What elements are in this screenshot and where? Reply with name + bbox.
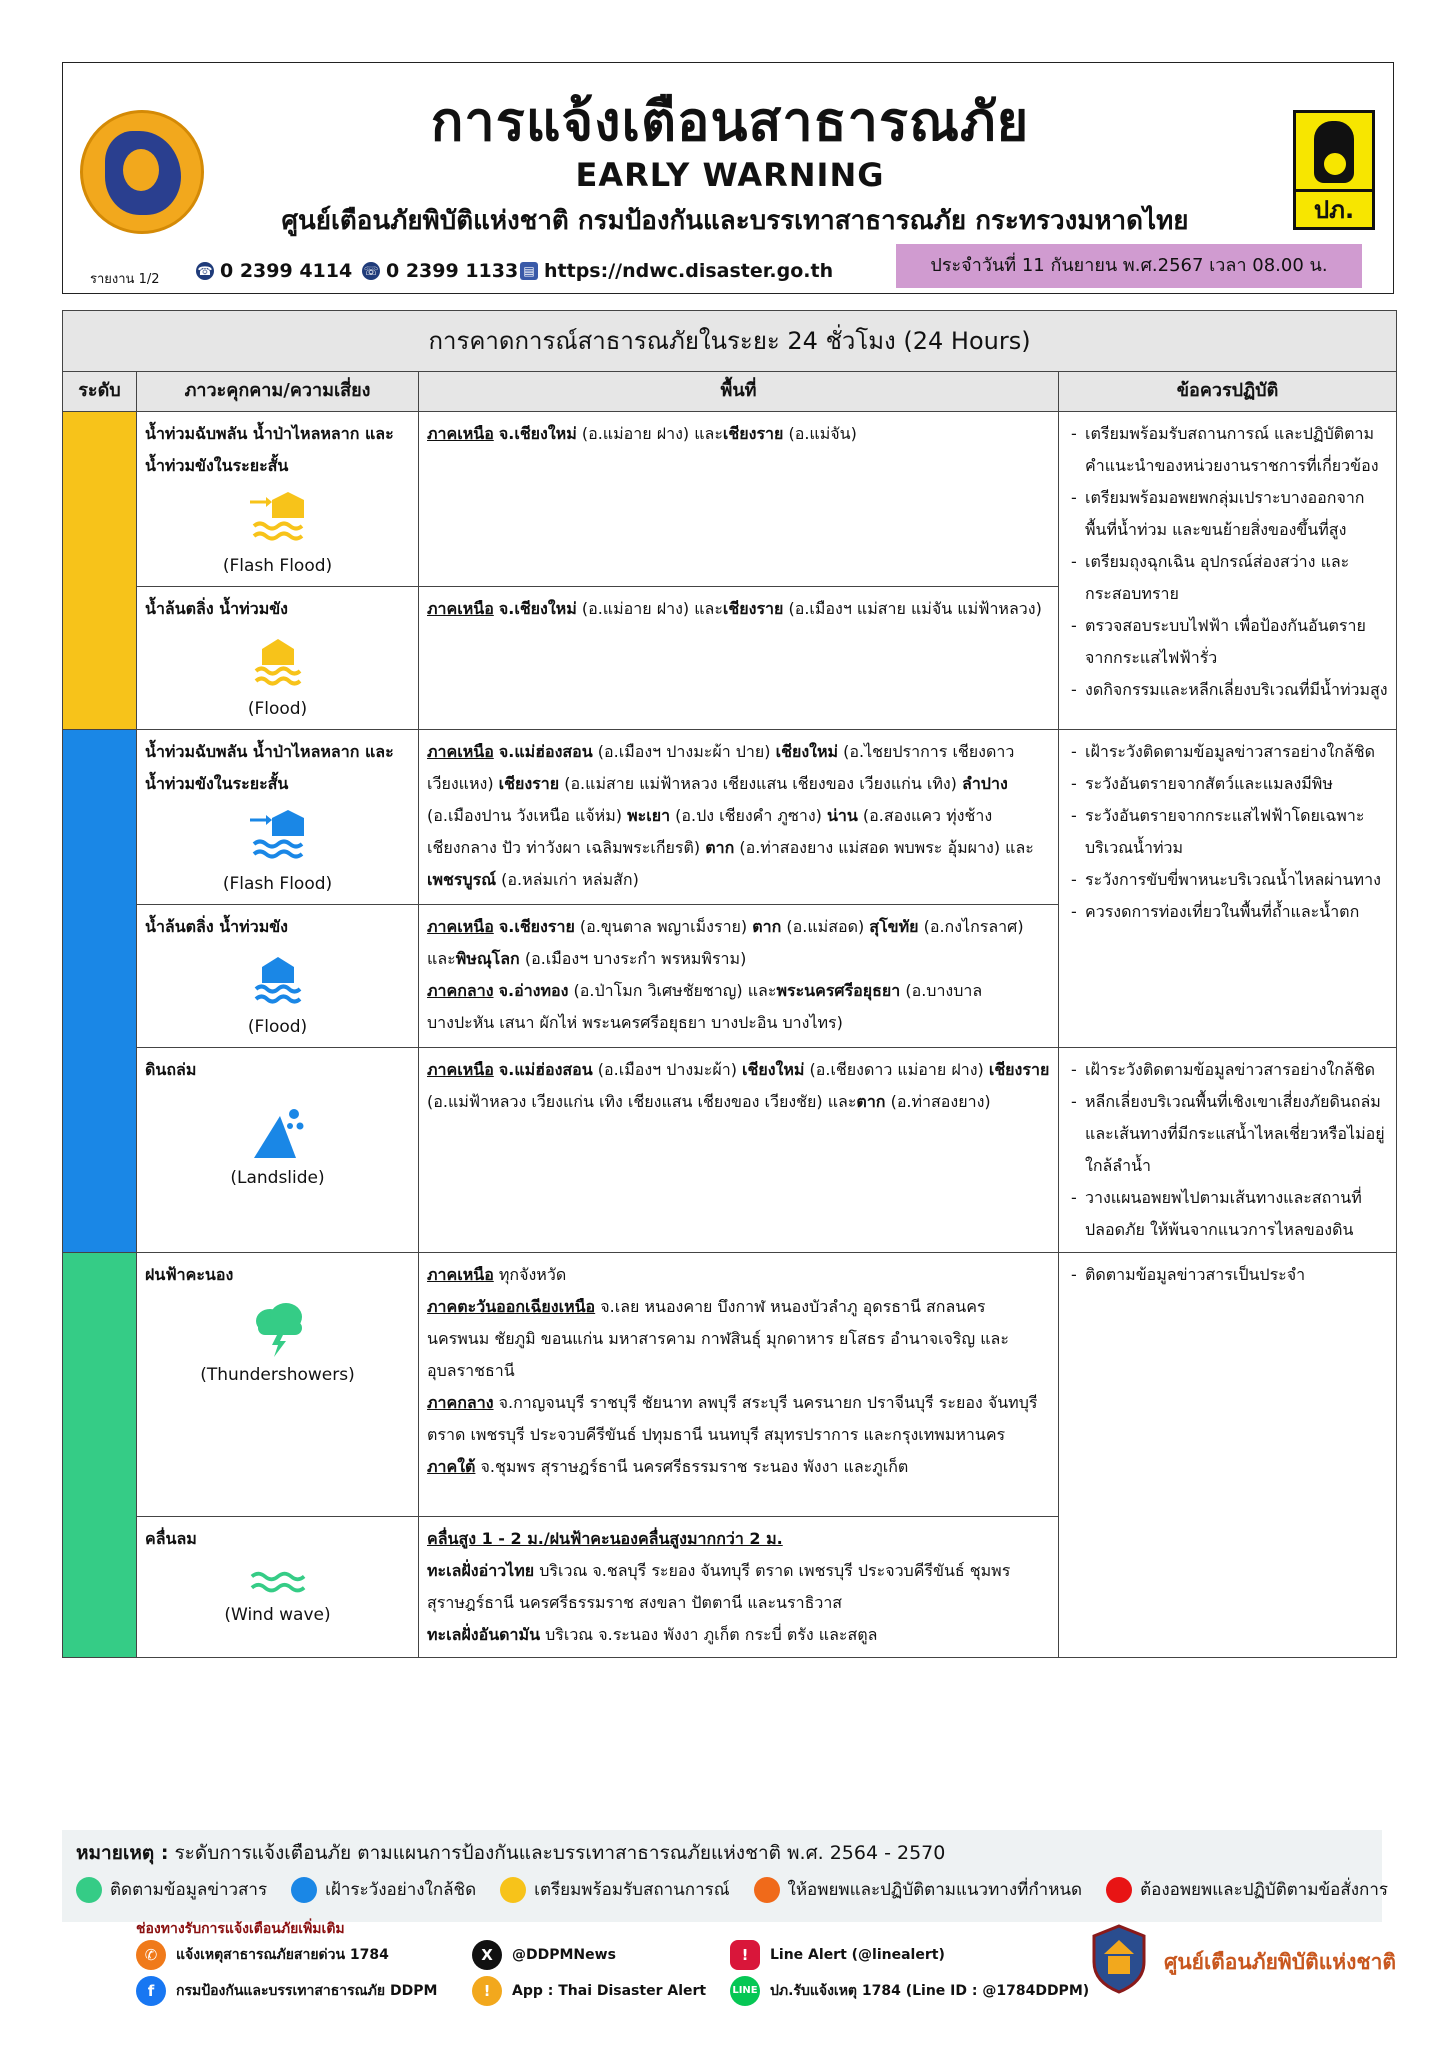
thunderstorm-icon [248,1301,308,1357]
ddpm-emblem-logo [80,110,204,234]
x-item[interactable] [472,1940,616,1970]
legend-item-blue [291,1876,476,1903]
ndwc-name: ศูนย์เตือนภัยพิบัติแห่งชาติ [1164,1950,1397,1974]
province: จ.อ่างทอง [498,981,569,1000]
hazard-landslide [137,1048,419,1253]
hazard-en: (Flood) [247,699,308,719]
hazard-title: น้ำท่วมฉับพลัน น้ำป่าไหลหลาก และน้ำท่วมขังในระยะสั้น [145,424,394,475]
app-text: App : Thai Disaster Alert [512,1983,707,1999]
region-label: ภาคเหนือ [427,1265,494,1284]
district: (อ.แม่สอด) [781,917,870,936]
advice-item: - ติดตามข้อมูลข่าวสารเป็นประจำ [1085,1259,1388,1291]
legend-item-green [76,1876,267,1903]
area-cell [419,730,1059,905]
legend-label: ต้องอพยพและปฏิบัติตามข้อสั่งการ [1140,1880,1389,1900]
region-label: ภาคกลาง [427,981,494,1000]
district: (อ.สองแคว ทุ่งช้าง เชียงกลาง ปัว ท่าวังผา เฉลิมพระเกียรติ) [427,806,993,857]
alert-icon: ! [730,1940,760,1970]
legend-label: ให้อพยพและปฏิบัติตามแนวทางที่กำหนด [787,1880,1083,1900]
legend-label: เฝ้าระวังอย่างใกล้ชิด [325,1880,477,1900]
advice-yellow [1059,412,1397,730]
x-icon: X [472,1940,502,1970]
red-dot-icon [1106,1877,1132,1903]
facebook-icon: f [136,1976,166,2006]
line-icon: LINE [730,1976,760,2006]
level-blue [63,730,137,1253]
note-text: ระดับการแจ้งเตือนภัย ตามแผนการป้องกันและบรรเทาสาธารณภัยแห่งชาติ พ.ศ. 2564 - 2570 [168,1842,946,1864]
level-yellow [63,412,137,730]
advice-item: - เตรียมพร้อมรับสถานการณ์ และปฏิบัติตามคำแนะนำของหน่วยงานราชการที่เกี่ยวข้อง [1085,418,1388,482]
district: (อ.แม่จัน) [783,424,857,443]
area-cell [419,1517,1059,1658]
hotline-item[interactable] [136,1940,389,1970]
advice-item: - ระวังอันตรายจากสัตว์และแมลงมีพิษ [1085,768,1388,800]
province: สุโขทัย [869,917,919,936]
report-number: รายงาน 1/2 [90,272,160,287]
table-title: การคาดการณ์สาธารณภัยในระยะ 24 ชั่วโมง (24 Hours) [63,311,1397,372]
legend [76,1876,1388,1903]
line-report-item[interactable] [730,1976,1089,2006]
region-label: ภาคตะวันออกเฉียงเหนือ [427,1297,596,1316]
area-cell [419,412,1059,587]
province: เชียงราย [722,599,784,618]
provinces: จ.เลย หนองคาย บึงกาฬ หนองบัวลำภู อุดรธานี สกลนคร นครพนม ชัยภูมิ ขอนแก่น มหาสารคาม กาฬสินธุ์ มุกดาหาร ยโสธร อำนาจเจริญ และอุบลราชธานี [427,1297,1009,1380]
district: (อ.แม่สาย แม่ฟ้าหลวง เชียงแสน เชียงของ เวียงแก่น เทิง) [559,774,963,793]
province: ตาก [856,1092,886,1111]
region-label: ภาคเหนือ [427,599,494,618]
flood-icon [248,953,308,1009]
blue-dot-icon [291,1877,317,1903]
province: พระนครศรีอยุธยา [776,981,901,1000]
district: (อ.ปง เชียงคำ ภูซาง) [670,806,827,825]
advice-item: - เตรียมถุงฉุกเฉิน อุปกรณ์ส่องสว่าง และกระสอบทราย [1085,546,1388,610]
hazard-title: ฝนฟ้าคะนอง [145,1265,234,1284]
phone-1 [196,260,352,282]
district: (อ.แม่อาย ฝาง) และ [576,424,723,443]
line-alert-item[interactable] [730,1940,945,1970]
hazard-flood [137,587,419,730]
phone-icon: ✆ [136,1940,166,1970]
province: จ.แม่ฮ่องสอน [498,742,593,761]
province: เพชรบูรณ์ [427,870,497,889]
provinces: จ.กาญจนบุรี ราชบุรี ชัยนาท ลพบุรี สระบุรี นครนายก ปราจีนบุรี ระยอง จันทบุรี ตราด เพชรบุรี ประจวบคีรีขันธ์ ปทุมธานี นนทบุรี สมุทรปราการ และกรุงเทพมหานคร [427,1393,1038,1444]
phone-2 [362,260,518,282]
province: จ.แม่ฮ่องสอน [498,1060,593,1079]
forecast-table [62,310,1397,1658]
hazard-en: (Wind wave) [224,1605,331,1625]
facebook-text: กรมป้องกันและบรรเทาสาธารณภัย DDPM [176,1983,438,1999]
line-report-text: ปภ.รับแจ้งเหตุ 1784 (Line ID : @1784DDPM) [770,1983,1090,1999]
advice-item: - เตรียมพร้อมอพยพกลุ่มเปราะบางออกจากพื้นที่น้ำท่วม และขนย้ายสิ่งของขึ้นที่สูง [1085,482,1388,546]
region-label: ภาคกลาง [427,1393,494,1412]
report-date: ประจำวันที่ 11 กันยายน พ.ศ.2567 เวลา 08.00 น. [896,244,1362,288]
hazard-thundershowers [137,1253,419,1517]
phone-icon: ☎ [197,264,213,278]
hazard-en: (Flood) [247,1017,308,1037]
province: เชียงใหม่ [775,742,839,761]
district: (อ.แม่อาย ฝาง) และ [576,599,723,618]
phone-2-text: 0 2399 1133 [386,260,519,282]
level-green [63,1253,137,1658]
province: ลำปาง [962,774,1008,793]
district: (อ.เมืองฯ ปางมะผ้า) [592,1060,743,1079]
advice-green [1059,1253,1397,1658]
col-advice: ข้อควรปฏิบัติ [1059,372,1397,412]
advice-item: - เฝ้าระวังติดตามข้อมูลข่าวสารอย่างใกล้ชิด [1085,1054,1388,1086]
web-icon: ▤ [520,262,538,280]
note [76,1838,945,1868]
district: (อ.บางบาล บางปะหัน เสนา ผักไห่ พระนครศรีอยุธยา บางปะอิน บางไทร) [427,981,983,1032]
district: (อ.ขุนตาล พญาเม็งราย) [574,917,753,936]
province: เชียงราย [722,424,784,443]
sea-label: ทะเลฝั่งอ่าวไทย [427,1561,535,1580]
district: (อ.หล่มเก่า หล่มสัก) [496,870,639,889]
province: เชียงราย [498,774,560,793]
district: (อ.ท่าสองยาง) [885,1092,991,1111]
hazard-flash-flood [137,412,419,587]
province: เชียงใหม่ [742,1060,805,1079]
advice-item: - ระวังอันตรายจากกระแสไฟฟ้าโดยเฉพาะบริเวณน้ำท่วม [1085,800,1388,864]
area-cell [419,1048,1059,1253]
landslide-icon [248,1104,308,1160]
organization-name: ศูนย์เตือนภัยพิบัติแห่งชาติ กรมป้องกันและบรรเทาสาธารณภัย กระทรวงมหาดไทย [281,206,1189,236]
website-text[interactable]: https://ndwc.disaster.go.th [544,260,834,282]
region-label: ภาคเหนือ [427,917,494,936]
phone-1-text: 0 2399 4114 [220,260,353,282]
hotline-text: แจ้งเหตุสาธารณภัยสายด่วน 1784 [176,1947,389,1963]
ndwc-emblem-logo [1088,1924,1150,1994]
hazard-en: (Flash Flood) [222,556,333,576]
district: (อ.เมืองปาน วังเหนือ แจ้ห่ม) [427,806,628,825]
district: (อ.กงไกรลาศ) และ [427,917,1024,968]
orange-dot-icon [754,1877,780,1903]
logo-text: ปภ. [1296,189,1372,228]
hazard-title: น้ำท่วมฉับพลัน น้ำป่าไหลหลาก และน้ำท่วมขังในระยะสั้น [145,742,394,793]
hazard-title: น้ำล้นตลิ่ง น้ำท่วมขัง [145,599,288,618]
legend-label: เตรียมพร้อมรับสถานการณ์ [534,1880,730,1900]
advice-blue-flood [1059,730,1397,1048]
legend-label: ติดตามข้อมูลข่าวสาร [110,1880,268,1900]
province: ตาก [752,917,782,936]
region-label: ภาคเหนือ [427,424,494,443]
provinces: จ.ชุมพร สุราษฎร์ธานี นครศรีธรรมราช ระนอง พังงา และภูเก็ต [475,1457,909,1476]
yellow-dot-icon [500,1877,526,1903]
region-label: ภาคเหนือ [427,1060,494,1079]
x-text: @DDPMNews [512,1947,616,1963]
note-label: หมายเหตุ : [76,1842,169,1864]
area-cell [419,905,1059,1048]
wave-icon [248,1569,308,1597]
area-cell [419,1253,1059,1517]
legend-item-yellow [500,1876,729,1903]
district: (อ.ป่าโมก วิเศษชัยชาญ) และ [568,981,777,1000]
advice-item: - วางแผนอพยพไปตามเส้นทางและสถานที่ปลอดภัย ให้พ้นจากแนวการไหลของดิน [1085,1182,1388,1246]
hazard-title: ดินถล่ม [145,1060,197,1079]
advice-item: - ควรงดการท่องเที่ยวในพื้นที่ถ้ำและน้ำตก [1085,896,1388,928]
district: (อ.เมืองฯ แม่สาย แม่จัน แม่ฟ้าหลวง) [783,599,1042,618]
advice-item: - งดกิจกรรมและหลีกเลี่ยงบริเวณที่มีน้ำท่วมสูง [1085,674,1388,706]
area-cell [419,587,1059,730]
district: (อ.เมืองฯ ปางมะผ้า ปาย) [592,742,776,761]
flood-icon [248,635,308,691]
provinces: ทุกจังหวัด [493,1265,567,1284]
legend-item-red [1106,1876,1388,1903]
advice-item: - ตรวจสอบระบบไฟฟ้า เพื่อป้องกันอันตรายจากกระแสไฟฟ้ารั่ว [1085,610,1388,674]
provinces: บริเวณ จ.ชลบุรี ระยอง จันทบุรี ตราด เพชรบุรี ประจวบคีรีขันธ์ ชุมพร สุราษฎร์ธานี นครศรีธรรมราช สงขลา ปัตตานี และนราธิวาส [427,1561,1011,1612]
green-dot-icon [76,1877,102,1903]
col-level: ระดับ [63,372,137,412]
page-title: การแจ้งเตือนสาธารณภัย [430,90,1030,153]
legend-item-orange [754,1876,1083,1903]
hazard-en: (Flash Flood) [222,874,333,894]
wave-height: คลื่นสูง 1 - 2 ม./ฝนฟ้าคะนองคลื่นสูงมากกว่า 2 ม. [427,1529,783,1548]
more-channels-title: ช่องทางรับการแจ้งเตือนภัยเพิ่มเติม [136,1921,345,1937]
district: (อ.ไชยปราการ เชียงดาว เวียงแหง) [427,742,1015,793]
region-label: ภาคใต้ [427,1457,476,1476]
hazard-title: น้ำล้นตลิ่ง น้ำท่วมขัง [145,917,288,936]
province: จ.เชียงใหม่ [498,599,577,618]
line-alert-text: Line Alert (@linealert) [770,1947,945,1963]
district: (อ.เมืองฯ บางระกำ พรหมพิราม) [519,949,747,968]
region-label: ภาคเหนือ [427,742,494,761]
provinces: บริเวณ จ.ระนอง พังงา ภูเก็ต กระบี่ ตรัง และสตูล [540,1625,878,1644]
advice-item: - หลีกเลี่ยงบริเวณพื้นที่เชิงเขาเสี่ยงภัยดินถล่ม และเส้นทางที่มีกระแสน้ำไหลเชี่ยวหรือไม่อยู่ใกล้ลำน้ำ [1085,1086,1388,1182]
district: (อ.ท่าสองยาง แม่สอด พบพระ อุ้มผาง) และ [734,838,1034,857]
province: เชียงราย [988,1060,1050,1079]
col-hazard: ภาวะคุกคาม/ความเสี่ยง [137,372,419,412]
page-subtitle: EARLY WARNING [575,156,885,194]
province: พิษณุโลก [455,949,520,968]
advice-blue-landslide [1059,1048,1397,1253]
flash-flood-icon [248,810,308,866]
app-icon: ! [472,1976,502,2006]
hazard-wind-wave [137,1517,419,1658]
province: พะเยา [627,806,671,825]
province: จ.เชียงใหม่ [498,424,577,443]
hazard-en: (Thundershowers) [200,1365,355,1385]
district: (อ.เชียงดาว แม่อาย ฝาง) [804,1060,989,1079]
hazard-title: คลื่นลม [145,1529,197,1548]
advice-item: - ระวังการขับขี่พาหนะบริเวณน้ำไหลผ่านทาง [1085,864,1388,896]
facebook-item[interactable] [136,1976,437,2006]
col-area: พื้นที่ [419,372,1059,412]
hazard-flood [137,905,419,1048]
website-link[interactable] [520,260,833,282]
ddpm-hand-logo [1293,110,1375,230]
flash-flood-icon [248,492,308,548]
province: จ.เชียงราย [498,917,575,936]
province: น่าน [826,806,858,825]
hazard-en: (Landslide) [230,1168,325,1188]
app-item[interactable] [472,1976,706,2006]
hazard-flash-flood [137,730,419,905]
sea-label: ทะเลฝั่งอันดามัน [427,1625,541,1644]
advice-item: - เฝ้าระวังติดตามข้อมูลข่าวสารอย่างใกล้ชิด [1085,736,1388,768]
district: (อ.แม่ฟ้าหลวง เวียงแก่น เทิง เชียงแสน เชียงของ เวียงชัย) และ [427,1092,857,1111]
province: ตาก [705,838,735,857]
fax-icon: ☏ [363,264,379,278]
